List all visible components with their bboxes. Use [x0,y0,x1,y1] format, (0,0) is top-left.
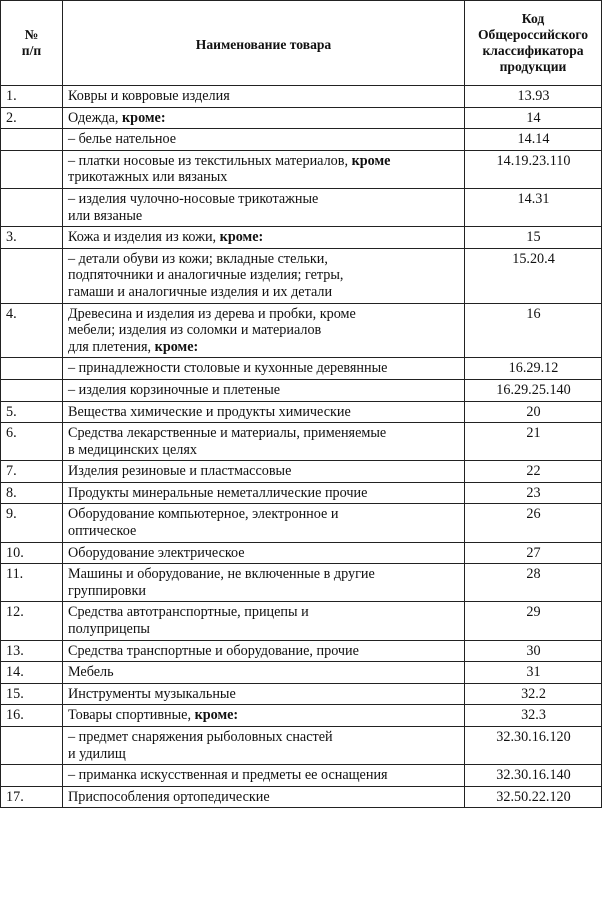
table-header-row [1,1,602,86]
product-name-text: Оборудование электрическое [68,544,245,561]
product-name-text: – предмет снаряжения рыболовных снастей и удилищ [68,729,333,762]
product-name [63,727,465,765]
product-name-exception: кроме: [154,338,199,355]
okpd-code: 29 [465,602,602,640]
okpd-code: 32.30.16.120 [465,727,602,765]
product-name-text: Древесина и изделия из дерева и пробки, кроме мебели; изделия из соломки и материалов для плетения, [68,305,356,355]
product-name-text: – изделия чулочно-носовые трикотажные или вязаные [68,190,319,224]
row-number: 12. [1,602,63,640]
table-row [1,129,602,151]
table-row [1,379,602,401]
table-row [1,683,602,705]
okpd-code: 21 [465,423,602,461]
okpd-code: 14.19.23.110 [465,150,602,188]
product-name-text: Изделия резиновые и пластмассовые [68,463,292,480]
table-body [1,86,602,808]
row-number [1,727,63,765]
product-name-text: Приспособления ортопедические [68,788,270,805]
table-row [1,662,602,684]
table-row [1,765,602,787]
product-name [63,640,465,662]
product-name-text: Инструменты музыкальные [68,685,236,702]
product-name [63,683,465,705]
table-row [1,358,602,380]
product-name-text: – изделия корзиночные и плетеные [68,381,281,398]
row-number: 14. [1,662,63,684]
header-num: № п/п [1,1,63,86]
okpd-code: 28 [465,564,602,602]
product-name-text: Средства транспортные и оборудование, прочие [68,642,359,659]
product-name-exception: кроме [351,152,391,169]
table-row [1,727,602,765]
table-row [1,107,602,129]
table-row [1,248,602,303]
okpd-code: 14.31 [465,188,602,226]
row-number: 17. [1,786,63,808]
table-row [1,482,602,504]
product-name-text: Мебель [68,664,114,681]
product-name-exception: кроме: [122,109,166,126]
okpd-code: 16.29.25.140 [465,379,602,401]
table-row [1,504,602,542]
row-number [1,129,63,151]
product-name-text: – белье нательное [68,131,177,148]
okpd-code: 32.2 [465,683,602,705]
row-number [1,248,63,303]
table-row [1,303,602,358]
product-name [63,401,465,423]
okpd-code: 32.3 [465,705,602,727]
product-name [63,129,465,151]
okpd-code: 32.50.22.120 [465,786,602,808]
okpd-code: 16.29.12 [465,358,602,380]
table-row [1,461,602,483]
table-row [1,423,602,461]
row-number: 5. [1,401,63,423]
product-name-text: – детали обуви из кожи; вкладные стельки, подпяточники и аналогичные изделия; гетры, гамаши и аналогичные изделия и их детали [68,250,344,300]
okpd-code: 30 [465,640,602,662]
product-name [63,188,465,226]
product-name [63,303,465,358]
row-number: 10. [1,542,63,564]
product-name-text: – платки носовые из текстильных материалов, [68,152,352,169]
product-name-text: Ковры и ковровые изделия [68,88,230,104]
okpd-code: 15 [465,227,602,249]
table-row [1,786,602,808]
product-name-exception: кроме: [219,229,264,246]
product-name [63,227,465,249]
product-name-text: Товары спортивные, [68,707,195,724]
row-number: 13. [1,640,63,662]
table-row [1,640,602,662]
product-name [63,662,465,684]
product-name [63,150,465,188]
row-number: 11. [1,564,63,602]
product-name [63,86,465,108]
table-row [1,542,602,564]
okpd-code: 32.30.16.140 [465,765,602,787]
okpd-code: 16 [465,303,602,358]
table-row [1,86,602,108]
row-number: 7. [1,461,63,483]
product-name [63,564,465,602]
row-number: 2. [1,107,63,129]
okpd-code: 26 [465,504,602,542]
product-name [63,705,465,727]
product-name [63,542,465,564]
okpd-code: 14 [465,107,602,129]
okpd-code: 22 [465,461,602,483]
product-name-text: Одежда, [68,109,122,126]
row-number: 16. [1,705,63,727]
product-name-exception: кроме: [194,707,239,724]
product-name [63,248,465,303]
table-row [1,705,602,727]
product-name-text: Вещества химические и продукты химические [68,403,351,420]
product-name [63,765,465,787]
product-name-text: Кожа и изделия из кожи, [68,229,220,246]
header-code: Код Общероссийского классификатора продукции [465,1,602,86]
row-number [1,358,63,380]
product-name [63,358,465,380]
product-name-text: Машины и оборудование, не включенные в другие группировки [68,566,375,599]
row-number: 6. [1,423,63,461]
table-row [1,188,602,226]
okpd-code: 27 [465,542,602,564]
okpd-code: 23 [465,482,602,504]
product-name-text: Оборудование компьютерное, электронное и оптическое [68,506,339,540]
row-number: 3. [1,227,63,249]
product-name [63,423,465,461]
row-number [1,765,63,787]
product-name [63,107,465,129]
table-row [1,602,602,640]
row-number: 4. [1,303,63,358]
product-name [63,602,465,640]
okpd-code: 14.14 [465,129,602,151]
row-number: 9. [1,504,63,542]
row-number: 8. [1,482,63,504]
okpd-code: 15.20.4 [465,248,602,303]
product-name [63,504,465,542]
product-name-text: Средства лекарственные и материалы, применяемые в медицинских целях [68,425,387,458]
header-name: Наименование товара [63,1,465,86]
table-row [1,564,602,602]
product-name [63,379,465,401]
product-name-text: Продукты минеральные неметаллические прочие [68,484,368,501]
product-name [63,786,465,808]
product-name-text: Средства автотранспортные, прицепы и полуприцепы [68,604,309,638]
product-name [63,461,465,483]
table-row [1,401,602,423]
table-row [1,227,602,249]
okpd-code: 20 [465,401,602,423]
okpd-code: 13.93 [465,86,602,108]
row-number: 1. [1,86,63,108]
row-number [1,150,63,188]
row-number [1,188,63,226]
row-number [1,379,63,401]
okpd-code: 31 [465,662,602,684]
product-name-tail: трикотажных или вязаных [68,169,228,186]
row-number: 15. [1,683,63,705]
product-name-text: – принадлежности столовые и кухонные деревянные [68,360,388,377]
product-name [63,482,465,504]
table-row [1,150,602,188]
product-name-text: – приманка искусственная и предметы ее оснащения [68,767,388,784]
